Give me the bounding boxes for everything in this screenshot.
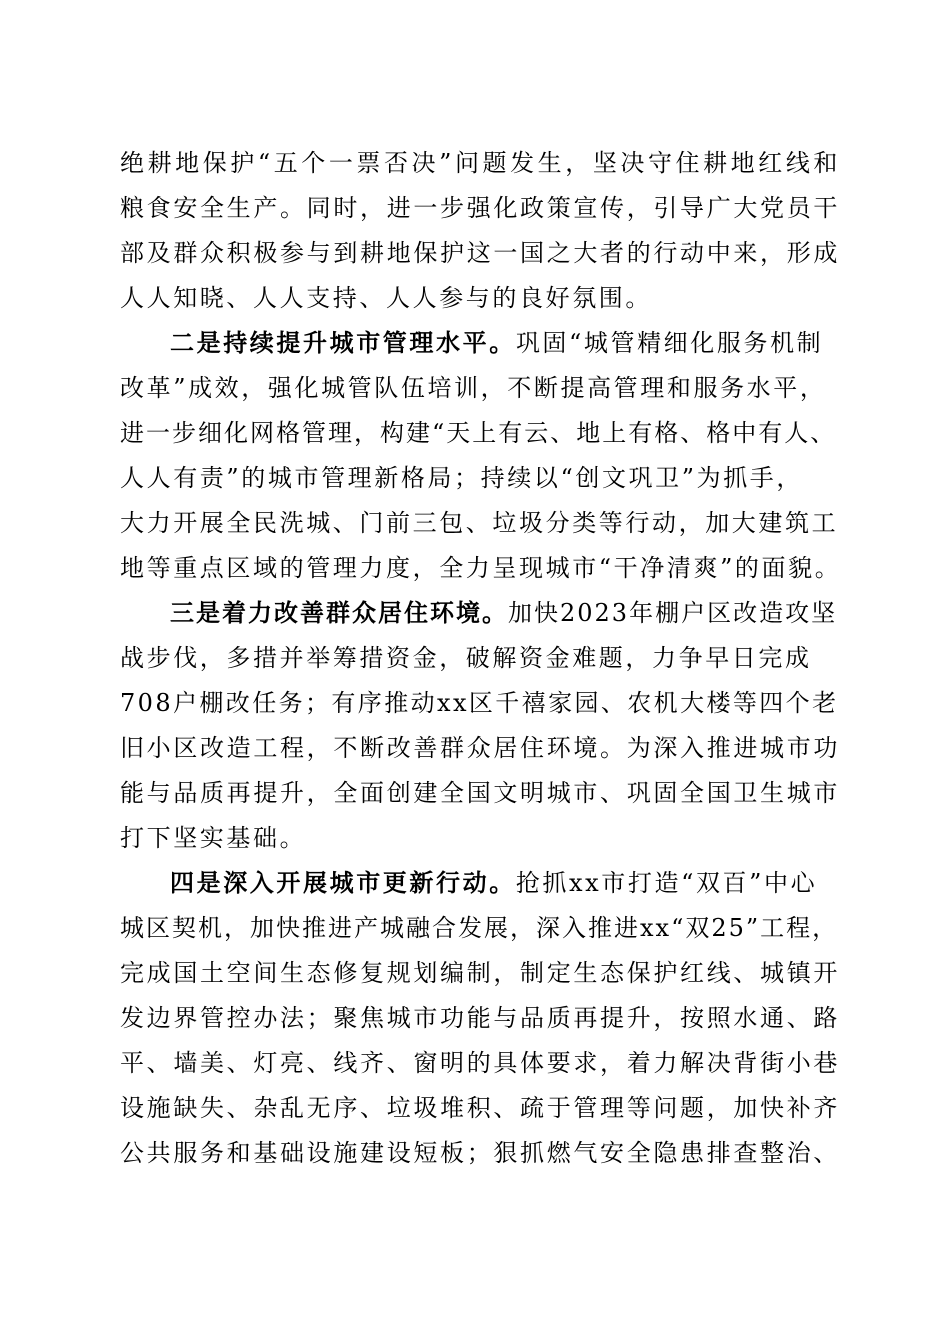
text-run: 加快2023年棚户区改造攻坚 bbox=[508, 599, 838, 627]
paragraph-first-line bbox=[170, 328, 840, 358]
text-line: 粮食安全生产。同时，进一步强化政策宣传，引导广大党员干 bbox=[120, 194, 840, 222]
text-line: 公共服务和基础设施建设短板；狠抓燃气安全隐患排查整治、 bbox=[120, 1139, 840, 1167]
text-line: 设施缺失、杂乱无序、垃圾堆积、疏于管理等问题，加快补齐 bbox=[120, 1094, 840, 1122]
text-line: 打下坚实基础。 bbox=[120, 824, 307, 852]
text-run: 抢抓xx市打造“双百”中心 bbox=[515, 869, 818, 897]
text-line: 战步伐，多措并举筹措资金，破解资金难题，力争早日完成 bbox=[120, 644, 812, 672]
paragraph-heading: 三是着力改善群众居住环境。 bbox=[170, 598, 508, 627]
text-line: 进一步细化网格管理，构建“天上有云、地上有格、格中有人、 bbox=[120, 419, 837, 447]
text-line: 旧小区改造工程，不断改善群众居住环境。为深入推进城市功 bbox=[120, 734, 840, 762]
text-line: 部及群众积极参与到耕地保护这一国之大者的行动中来，形成 bbox=[120, 239, 840, 267]
paragraph-heading: 四是深入开展城市更新行动。 bbox=[170, 868, 516, 897]
text-line: 大力开展全民洗城、门前三包、垃圾分类等行动，加大建筑工 bbox=[120, 509, 839, 537]
text-line: 发边界管控办法；聚焦城市功能与品质再提升，按照水通、路 bbox=[120, 1004, 840, 1032]
text-line: 平、墙美、灯亮、线齐、窗明的具体要求，着力解决背街小巷 bbox=[120, 1049, 840, 1077]
text-line: 人人有责”的城市管理新格局；持续以“创文巩卫”为抓手， bbox=[120, 464, 804, 492]
text-line: 改革”成效，强化城管队伍培训，不断提高管理和服务水平， bbox=[120, 374, 827, 402]
text-line: 708户棚改任务；有序推动xx区千禧家园、农机大楼等四个老 bbox=[120, 689, 839, 717]
text-line: 能与品质再提升，全面创建全国文明城市、巩固全国卫生城市 bbox=[120, 779, 840, 807]
text-run: 巩固“城管精细化服务机制 bbox=[515, 329, 824, 357]
paragraph-heading: 二是持续提升城市管理水平。 bbox=[170, 328, 516, 357]
text-line: 绝耕地保护“五个一票否决”问题发生，坚决守住耕地红线和 bbox=[120, 149, 840, 177]
paragraph-first-line bbox=[170, 868, 840, 898]
text-line: 地等重点区域的管理力度，全力呈现城市“干净清爽”的面貌。 bbox=[120, 554, 842, 582]
text-line: 完成国土空间生态修复规划编制，制定生态保护红线、城镇开 bbox=[120, 959, 840, 987]
text-line: 城区契机，加快推进产城融合发展，深入推进xx“双25”工程， bbox=[120, 914, 839, 942]
text-line: 人人知晓、人人支持、人人参与的良好氛围。 bbox=[120, 284, 652, 312]
paragraph-first-line bbox=[170, 598, 840, 628]
